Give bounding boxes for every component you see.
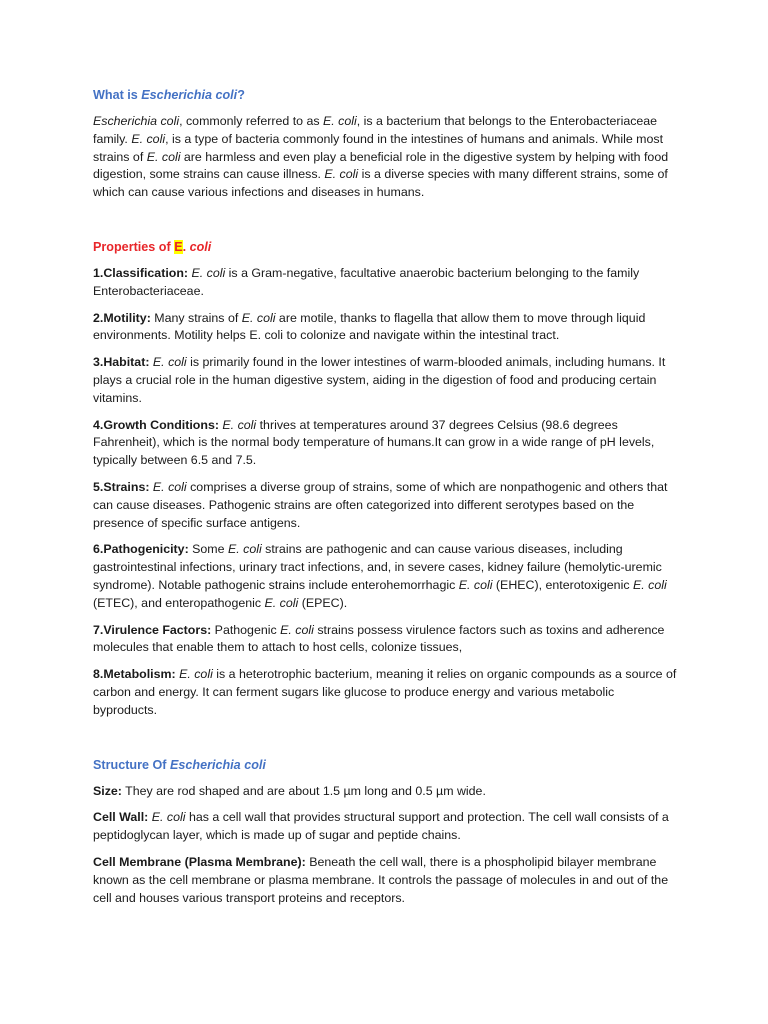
structure-size: Size: They are rod shaped and are about 1.5 µm long and 0.5 µm wide. [93, 783, 486, 798]
properties-heading: Properties of E. coli [93, 239, 212, 254]
structure-cell-membrane: Cell Membrane (Plasma Membrane): Beneath the cell wall, there is a phospholipid bilayer membrane known as the cell membrane or plasma membrane. It controls the passage of molecules in and out of the cell and houses various transport proteins and receptors. [93, 854, 669, 905]
property-metabolism: 8.Metabolism: E. coli is a heterotrophic bacterium, meaning it relies on organic compounds as a source of carbon and energy. It can ferment sugars like glucose to produce energy and various metabolic byproducts. [93, 667, 677, 717]
structure-cell-wall: Cell Wall: E. coli has a cell wall that provides structural support and protection. The cell wall consists of a peptidoglycan layer, which is made up of sugar and peptide chains. [93, 810, 669, 843]
intro-paragraph: Escherichia coli, commonly referred to as E. coli, is a bacterium that belongs to the Enterobacteriaceae family. E. coli, is a type of bacteria commonly found in the intestines of humans and animals. While most strains of E. coli are harmless and even play a beneficial role in the digestive system by helping with food digestion, some strains can cause illness. E. coli is a diverse species with many different strains, some of which can cause various infections and diseases in humans. [93, 114, 669, 200]
intro-heading: What is Escherichia coli? [93, 88, 245, 102]
highlighted-letter: E [174, 239, 183, 254]
property-virulence-factors: 7.Virulence Factors: Pathogenic E. coli strains possess virulence factors such as toxins and adherence molecules that enable them to attach to host cells, colonize tissues, [93, 622, 665, 655]
property-motility: 2.Motility: Many strains of E. coli are motile, thanks to flagella that allow them to move through liquid environments. Motility helps E. coli to colonize and navigate within the intestinal tract. [93, 310, 646, 343]
property-habitat: 3.Habitat: E. coli is primarily found in the lower intestines of warm-blooded animals, including humans. It plays a crucial role in the human digestive system, aiding in the digestion of food and producing certain vitamins. [93, 355, 666, 405]
property-growth-conditions: 4.Growth Conditions: E. coli thrives at temperatures around 37 degrees Celsius (98.6 degrees Fahrenheit), which is the normal body temperature of humans.It can grow in a wide range of pH levels, typically between 6.5 and 7.5. [93, 417, 655, 468]
property-strains: 5.Strains: E. coli comprises a diverse group of strains, some of which are nonpathogenic and others that can cause diseases. Pathogenic strains are often categorized into different serotypes based on the presence of specific surface antigens. [93, 479, 668, 530]
structure-heading: Structure Of Escherichia coli [93, 757, 266, 772]
property-pathogenicity: 6.Pathogenicity: Some E. coli strains are pathogenic and can cause various diseases, including gastrointestinal infections, urinary tract infections, and, in severe cases, kidney failure (hemolytic-uremic syndrome). Notable pathogenic strains include enterohemorrhagic E. coli (EHEC), enterotoxigenic E. coli (ETEC), and enteropathogenic E. coli (EPEC). [93, 542, 667, 610]
property-classification: 1.Classification: E. coli is a Gram-negative, facultative anaerobic bacterium belonging to the family Enterobacteriaceae. [93, 265, 640, 298]
